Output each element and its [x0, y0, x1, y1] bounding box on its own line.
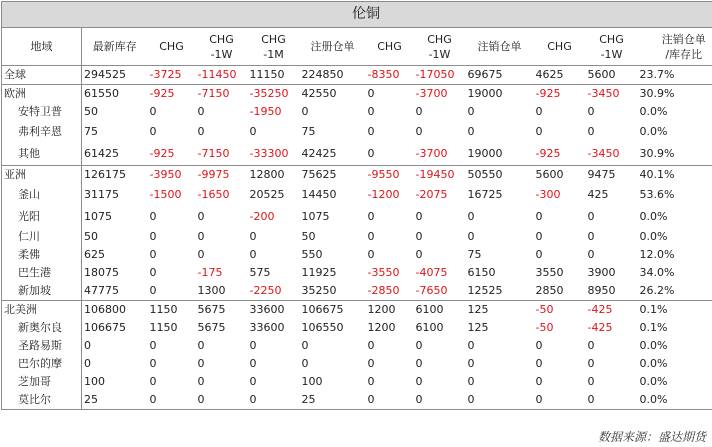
- value-cell: 34.0%: [638, 264, 712, 282]
- value-cell: 14450: [301, 188, 337, 201]
- value-cell: -925: [534, 85, 586, 104]
- region-cell: 巴生港: [2, 264, 82, 282]
- value-cell: 106675: [84, 321, 126, 334]
- value-cell: 2850: [535, 284, 564, 297]
- value-cell: 75: [467, 248, 482, 261]
- value-cell: 0: [249, 357, 257, 370]
- value-cell: 0: [467, 105, 475, 118]
- value-cell: 0: [415, 375, 423, 388]
- value-cell: 50550: [466, 166, 534, 185]
- value-cell: -925: [148, 85, 196, 104]
- value-cell: -200: [249, 210, 275, 223]
- region-cell: 弗利辛恩: [2, 121, 82, 143]
- value-cell: 0: [415, 105, 423, 118]
- value-cell: 0: [415, 125, 423, 138]
- value-cell: 0: [197, 357, 205, 370]
- table-row: [2, 355, 712, 373]
- value-cell: 0: [367, 357, 375, 370]
- value-cell: -2850: [367, 284, 400, 297]
- value-cell: 224850: [300, 66, 366, 85]
- value-cell: 0: [301, 357, 309, 370]
- value-cell: -3725: [148, 66, 196, 85]
- value-cell: 75: [301, 125, 316, 138]
- value-cell: 0: [467, 339, 475, 352]
- table-body: [2, 66, 712, 410]
- table-row: [2, 184, 712, 206]
- column-header: [414, 28, 466, 66]
- value-cell: 0.0%: [638, 355, 712, 373]
- region-cell: 光阳: [2, 206, 82, 228]
- value-cell: 0.0%: [638, 373, 712, 391]
- value-cell: 0: [587, 248, 595, 261]
- column-header: [196, 28, 248, 66]
- value-cell: -300: [535, 188, 561, 201]
- table-row: [2, 301, 712, 320]
- table-row: [2, 66, 712, 85]
- table-row: [2, 319, 712, 337]
- column-header: [148, 28, 196, 66]
- region-cell: 新加坡: [2, 282, 82, 301]
- value-cell: -1500: [149, 188, 182, 201]
- value-cell: 6100: [415, 321, 444, 334]
- value-cell: 6100: [414, 301, 466, 320]
- value-cell: 0: [249, 125, 257, 138]
- value-cell: 0: [415, 357, 423, 370]
- value-cell: 0: [367, 248, 375, 261]
- column-header-line: CHG: [209, 32, 234, 46]
- table-row: [2, 264, 712, 282]
- value-cell: -3450: [587, 147, 620, 160]
- value-cell: 4625: [534, 66, 586, 85]
- column-header-line: -1W: [600, 47, 623, 61]
- table-title: 伦铜: [2, 2, 712, 28]
- column-header-line: -1W: [428, 47, 451, 61]
- value-cell: -425: [586, 301, 638, 320]
- value-cell: 61550: [82, 85, 148, 104]
- column-header-line: CHG: [547, 40, 572, 53]
- value-cell: 0.0%: [638, 337, 712, 355]
- value-cell: 69675: [466, 66, 534, 85]
- region-cell: 安特卫普: [2, 103, 82, 121]
- value-cell: 0: [301, 105, 309, 118]
- region-cell: 仁川: [2, 228, 82, 246]
- value-cell: 0: [535, 248, 543, 261]
- value-cell: 0: [148, 391, 196, 410]
- value-cell: -19450: [414, 166, 466, 185]
- value-cell: 0: [367, 339, 375, 352]
- value-cell: 0: [149, 210, 157, 223]
- value-cell: 0: [535, 210, 543, 223]
- value-cell: 0: [197, 105, 205, 118]
- value-cell: 0: [467, 357, 475, 370]
- value-cell: 125: [466, 301, 534, 320]
- value-cell: 1300: [197, 284, 226, 297]
- value-cell: -7150: [197, 147, 230, 160]
- value-cell: 0: [535, 357, 543, 370]
- value-cell: -50: [535, 321, 554, 334]
- value-cell: -9550: [366, 166, 414, 185]
- value-cell: 75: [84, 125, 98, 138]
- value-cell: 0: [197, 339, 205, 352]
- value-cell: -2075: [415, 188, 448, 201]
- value-cell: 6150: [467, 266, 496, 279]
- value-cell: -3550: [367, 266, 400, 279]
- value-cell: 0: [197, 375, 205, 388]
- value-cell: -35250: [248, 85, 300, 104]
- value-cell: 0: [149, 105, 157, 118]
- value-cell: 50: [84, 230, 98, 243]
- value-cell: 12525: [467, 284, 503, 297]
- value-cell: 0: [149, 230, 157, 243]
- value-cell: 0: [249, 248, 257, 261]
- value-cell: 0: [587, 230, 595, 243]
- value-cell: 5600: [534, 166, 586, 185]
- value-cell: 0: [249, 230, 257, 243]
- region-cell: 圣路易斯: [2, 337, 82, 355]
- value-cell: 0: [587, 125, 595, 138]
- value-cell: -1200: [367, 188, 400, 201]
- value-cell: 100: [84, 375, 105, 388]
- value-cell: 0.1%: [638, 301, 712, 320]
- value-cell: 30.9%: [638, 143, 712, 166]
- value-cell: 9475: [586, 166, 638, 185]
- column-header-line: -1M: [263, 47, 284, 61]
- table-row: [2, 166, 712, 185]
- column-header-line: -1W: [210, 47, 233, 61]
- region-cell: 欧洲: [2, 85, 82, 104]
- value-cell: -33300: [249, 147, 289, 160]
- column-header-line: /库存比: [665, 47, 703, 61]
- column-header-line: CHG: [159, 40, 184, 53]
- value-cell: 0: [366, 391, 414, 410]
- region-cell: 北美洲: [2, 301, 82, 320]
- region-cell: 新奥尔良: [2, 319, 82, 337]
- value-cell: 5675: [196, 301, 248, 320]
- value-cell: 1200: [367, 321, 396, 334]
- value-cell: 0: [587, 210, 595, 223]
- value-cell: 3900: [587, 266, 616, 279]
- value-cell: 0: [366, 85, 414, 104]
- value-cell: 1150: [148, 301, 196, 320]
- column-header-line: CHG: [261, 32, 286, 46]
- value-cell: 0: [149, 125, 157, 138]
- value-cell: 0: [149, 284, 157, 297]
- value-cell: 0: [587, 375, 595, 388]
- value-cell: 0.0%: [638, 391, 712, 410]
- column-header: [466, 28, 534, 66]
- table-row: [2, 373, 712, 391]
- value-cell: 1075: [301, 210, 330, 223]
- column-header-line: 注册仓单: [310, 40, 355, 53]
- column-header-line: 注销仓单: [661, 32, 706, 46]
- value-cell: 294525: [82, 66, 148, 85]
- value-cell: -3450: [586, 85, 638, 104]
- value-cell: 61425: [84, 147, 119, 160]
- region-cell: 柔佛: [2, 246, 82, 264]
- value-cell: 0: [586, 391, 638, 410]
- region-cell: 其他: [2, 143, 82, 166]
- table-row: [2, 143, 712, 166]
- value-cell: 1200: [366, 301, 414, 320]
- table-row: [2, 121, 712, 143]
- value-cell: 0: [249, 375, 257, 388]
- value-cell: 75625: [300, 166, 366, 185]
- table-row: [2, 337, 712, 355]
- value-cell: 1150: [149, 321, 178, 334]
- value-cell: 106675: [300, 301, 366, 320]
- value-cell: 0: [467, 210, 475, 223]
- value-cell: 0: [149, 357, 157, 370]
- column-header: [248, 28, 300, 66]
- value-cell: 0: [301, 339, 309, 352]
- value-cell: -7650: [415, 284, 448, 297]
- value-cell: 0: [84, 357, 91, 370]
- value-cell: 0: [535, 105, 543, 118]
- value-cell: 0: [367, 105, 375, 118]
- value-cell: 0: [197, 210, 205, 223]
- value-cell: -175: [197, 266, 223, 279]
- value-cell: 126175: [82, 166, 148, 185]
- value-cell: 0.0%: [638, 121, 712, 143]
- column-header-line: 地域: [30, 40, 53, 53]
- value-cell: 18075: [84, 266, 119, 279]
- value-cell: 20525: [249, 188, 285, 201]
- value-cell: 50: [84, 105, 98, 118]
- value-cell: -925: [149, 147, 175, 160]
- value-cell: 19000: [467, 147, 503, 160]
- value-cell: 33600: [249, 321, 285, 334]
- value-cell: 425: [587, 188, 609, 201]
- value-cell: 0: [367, 230, 375, 243]
- value-cell: 12800: [248, 166, 300, 185]
- column-header-line: 最新库存: [92, 40, 137, 53]
- value-cell: 0: [84, 339, 91, 352]
- value-cell: 12.0%: [638, 246, 712, 264]
- value-cell: -4075: [415, 266, 448, 279]
- lme-copper-inventory-table: [1, 1, 712, 410]
- value-cell: -7150: [196, 85, 248, 104]
- value-cell: 11925: [301, 266, 337, 279]
- value-cell: 0: [415, 339, 423, 352]
- value-cell: 0: [535, 230, 543, 243]
- column-header-line: CHG: [377, 40, 402, 53]
- value-cell: 0: [248, 391, 300, 410]
- region-cell: 釜山: [2, 184, 82, 206]
- value-cell: -3700: [415, 147, 448, 160]
- value-cell: 0.0%: [638, 228, 712, 246]
- value-cell: 33600: [248, 301, 300, 320]
- value-cell: 550: [301, 248, 323, 261]
- value-cell: -9975: [196, 166, 248, 185]
- value-cell: 0: [149, 248, 157, 261]
- data-source-note: 数据来源：盛达期货: [597, 430, 706, 444]
- value-cell: 11150: [248, 66, 300, 85]
- region-cell: 巴尔的摩: [2, 355, 82, 373]
- value-cell: -11450: [196, 66, 248, 85]
- column-header-line: CHG: [599, 32, 624, 46]
- value-cell: 3550: [535, 266, 564, 279]
- value-cell: 35250: [301, 284, 337, 297]
- column-header-line: 注销仓单: [477, 40, 522, 53]
- value-cell: 0: [367, 210, 375, 223]
- table-row: [2, 228, 712, 246]
- value-cell: -50: [534, 301, 586, 320]
- region-cell: 亚洲: [2, 166, 82, 185]
- value-cell: 0: [535, 339, 543, 352]
- value-cell: 42425: [301, 147, 337, 160]
- value-cell: 0: [415, 210, 423, 223]
- value-cell: -3950: [148, 166, 196, 185]
- value-cell: 0: [197, 125, 205, 138]
- value-cell: 0: [197, 248, 205, 261]
- column-header: [638, 28, 712, 66]
- value-cell: 0: [415, 230, 423, 243]
- value-cell: 100: [301, 375, 323, 388]
- value-cell: 0: [367, 125, 375, 138]
- value-cell: 0: [149, 339, 157, 352]
- table-row: [2, 85, 712, 104]
- value-cell: 23.7%: [638, 66, 712, 85]
- column-header: [300, 28, 366, 66]
- value-cell: -1650: [197, 188, 230, 201]
- column-header: [82, 28, 148, 66]
- value-cell: 53.6%: [638, 184, 712, 206]
- value-cell: 0: [249, 339, 257, 352]
- value-cell: 0: [467, 230, 475, 243]
- value-cell: 0: [367, 375, 375, 388]
- value-cell: 5600: [586, 66, 638, 85]
- value-cell: 19000: [466, 85, 534, 104]
- value-cell: 26.2%: [638, 282, 712, 301]
- value-cell: 0: [587, 105, 595, 118]
- region-cell: 莫比尔: [2, 391, 82, 410]
- value-cell: 0: [587, 339, 595, 352]
- table-row: [2, 282, 712, 301]
- value-cell: 8950: [587, 284, 616, 297]
- value-cell: 47775: [84, 284, 119, 297]
- value-cell: 0: [196, 391, 248, 410]
- value-cell: -925: [535, 147, 561, 160]
- value-cell: -17050: [414, 66, 466, 85]
- value-cell: 0: [197, 230, 205, 243]
- region-cell: 芝加哥: [2, 373, 82, 391]
- value-cell: 25: [300, 391, 366, 410]
- header-row: [2, 28, 712, 66]
- value-cell: 575: [249, 266, 271, 279]
- value-cell: 0: [466, 391, 534, 410]
- column-header: [586, 28, 638, 66]
- value-cell: -3700: [414, 85, 466, 104]
- value-cell: 0.0%: [638, 103, 712, 121]
- column-header: [366, 28, 414, 66]
- value-cell: 125: [467, 321, 489, 334]
- value-cell: -8350: [366, 66, 414, 85]
- value-cell: -2250: [249, 284, 282, 297]
- value-cell: 106800: [82, 301, 148, 320]
- value-cell: 31175: [84, 188, 119, 201]
- value-cell: 42550: [300, 85, 366, 104]
- value-cell: 16725: [467, 188, 503, 201]
- value-cell: -1950: [249, 105, 282, 118]
- region-cell: 全球: [2, 66, 82, 85]
- table-row: [2, 391, 712, 410]
- table-row: [2, 246, 712, 264]
- value-cell: 50: [301, 230, 316, 243]
- value-cell: 0: [414, 391, 466, 410]
- value-cell: 0: [535, 375, 543, 388]
- value-cell: 0: [467, 125, 475, 138]
- column-header: [534, 28, 586, 66]
- value-cell: 0.0%: [638, 206, 712, 228]
- table-row: [2, 206, 712, 228]
- value-cell: 106550: [301, 321, 344, 334]
- value-cell: 625: [84, 248, 105, 261]
- value-cell: 1075: [84, 210, 112, 223]
- value-cell: 0.1%: [638, 319, 712, 337]
- value-cell: 30.9%: [638, 85, 712, 104]
- value-cell: 40.1%: [638, 166, 712, 185]
- value-cell: 0: [467, 375, 475, 388]
- value-cell: 0: [415, 248, 423, 261]
- value-cell: 0: [534, 391, 586, 410]
- value-cell: 0: [367, 147, 375, 160]
- value-cell: 0: [149, 375, 157, 388]
- value-cell: 0: [587, 357, 595, 370]
- value-cell: -425: [587, 321, 613, 334]
- value-cell: 0: [535, 125, 543, 138]
- table-container: [1, 1, 710, 410]
- value-cell: 5675: [197, 321, 226, 334]
- column-header: [2, 28, 82, 66]
- value-cell: 0: [149, 266, 157, 279]
- column-header-line: CHG: [427, 32, 452, 46]
- value-cell: 25: [82, 391, 148, 410]
- table-row: [2, 103, 712, 121]
